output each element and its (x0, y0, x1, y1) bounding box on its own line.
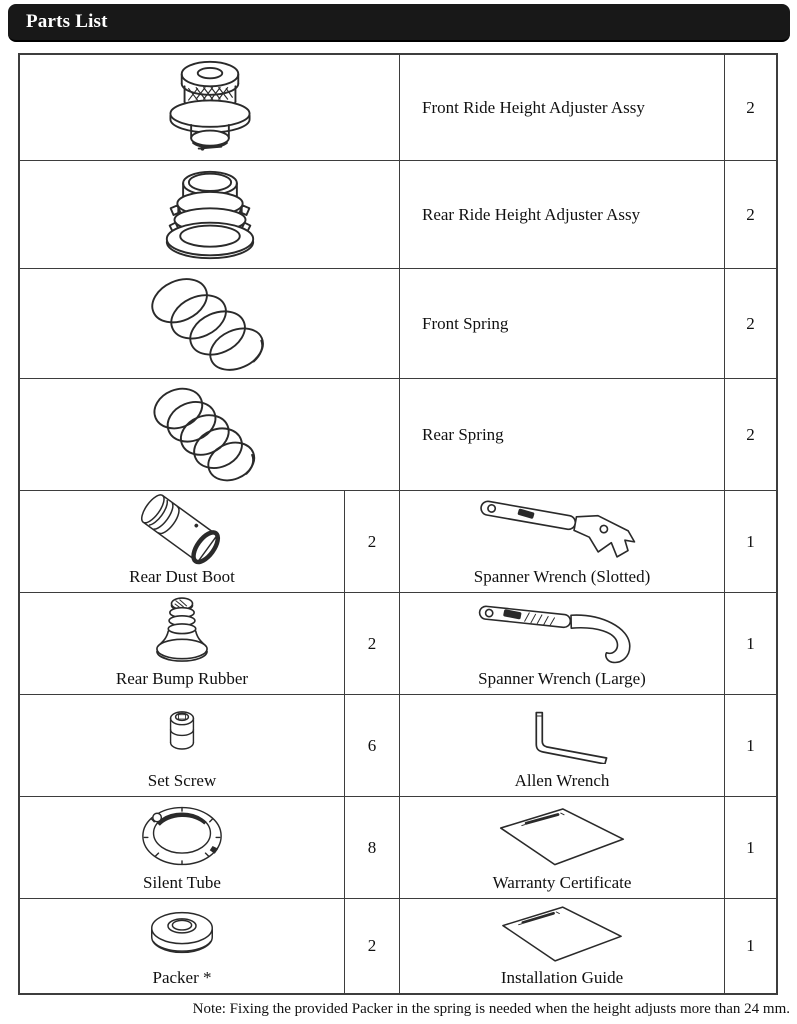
part-qty: 2 (746, 313, 755, 333)
part-cell (20, 797, 345, 898)
part-qty: 2 (345, 491, 400, 592)
part-cell (20, 899, 345, 993)
part-label: Warranty Certificate (492, 873, 632, 893)
part-qty: 2 (345, 593, 400, 694)
table-row (20, 378, 776, 490)
section-header (8, 4, 790, 42)
part-label: Spanner Wrench (Large) (478, 669, 646, 689)
part-label: Installation Guide (500, 968, 624, 988)
table-row (20, 592, 776, 694)
part-qty: 2 (345, 899, 400, 993)
page-title: Parts List (26, 11, 108, 32)
table-row (20, 55, 776, 160)
part-label: Rear Dust Boot (129, 567, 235, 587)
rear-bump-rubber-icon (136, 594, 228, 670)
part-qty: 1 (746, 531, 755, 551)
part-qty: 2 (746, 424, 755, 444)
part-cell (400, 797, 725, 898)
front-ride-height-adjuster-icon (149, 59, 271, 157)
footnote: Note: Fixing the provided Packer in the spring is needed when the height adjusts more than 24 mm. (192, 1001, 790, 1017)
part-qty: 2 (746, 97, 755, 117)
part-image-cell (20, 161, 400, 268)
spanner-wrench-slotted-icon (468, 496, 656, 564)
part-label: Set Screw (147, 771, 217, 791)
part-cell (400, 695, 725, 796)
rear-ride-height-adjuster-icon (142, 167, 278, 263)
part-label: Rear Bump Rubber (115, 669, 249, 689)
part-label: Silent Tube (143, 873, 221, 893)
table-row (20, 268, 776, 378)
silent-tube-icon (128, 799, 236, 873)
part-image-cell (20, 379, 400, 490)
rear-dust-boot-icon (121, 494, 243, 566)
part-qty: 1 (746, 936, 755, 955)
part-cell (400, 593, 725, 694)
packer-icon (137, 903, 227, 965)
warranty-certificate-icon (484, 801, 640, 871)
part-qty: 6 (345, 695, 400, 796)
installation-guide-icon (484, 901, 640, 967)
part-name: Front Ride Height Adjuster Assy (400, 55, 725, 160)
spanner-wrench-large-icon (470, 600, 654, 664)
part-label: Packer * (152, 968, 212, 988)
part-name: Rear Ride Height Adjuster Assy (400, 161, 725, 268)
part-name: Rear Spring (400, 379, 725, 490)
part-qty: 1 (746, 735, 755, 755)
part-qty: 8 (345, 797, 400, 898)
part-image-cell (20, 55, 400, 160)
table-row (20, 160, 776, 268)
part-label: Allen Wrench (514, 771, 610, 791)
part-cell (20, 695, 345, 796)
part-image-cell (20, 269, 400, 378)
table-row (20, 898, 776, 993)
table-row (20, 694, 776, 796)
rear-spring-icon (136, 383, 284, 487)
allen-wrench-icon (501, 704, 623, 764)
part-qty: 2 (746, 204, 755, 224)
part-cell (400, 899, 725, 993)
part-qty: 1 (746, 837, 755, 857)
part-cell (20, 491, 345, 592)
parts-table (18, 53, 778, 995)
part-label: Spanner Wrench (Slotted) (473, 567, 651, 587)
table-row (20, 490, 776, 592)
part-cell (400, 491, 725, 592)
part-cell (20, 593, 345, 694)
front-spring-icon (134, 274, 286, 374)
set-screw-icon (157, 705, 207, 763)
part-name: Front Spring (400, 269, 725, 378)
table-row (20, 796, 776, 898)
part-qty: 1 (746, 633, 755, 653)
